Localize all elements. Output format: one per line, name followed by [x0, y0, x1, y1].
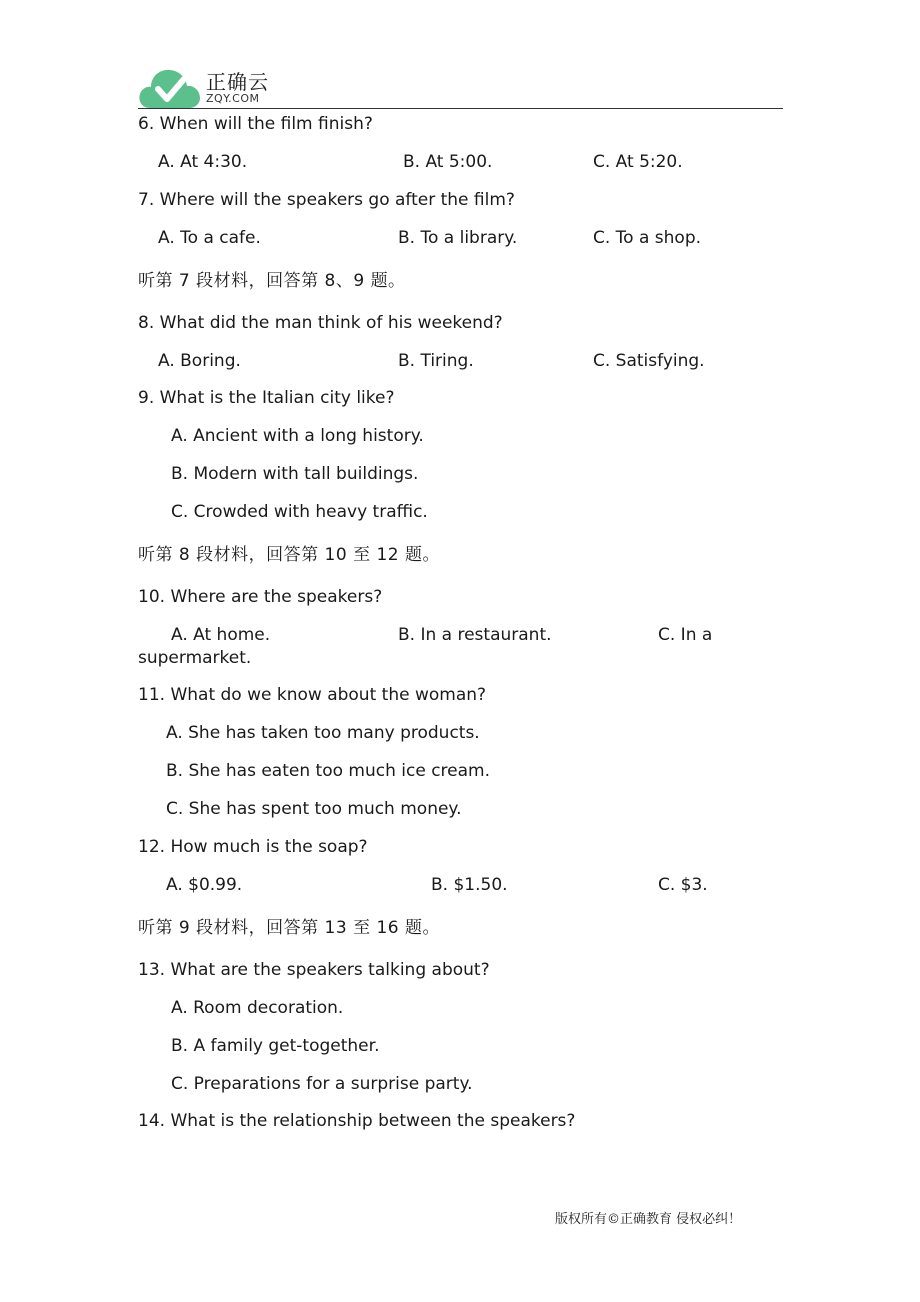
- q9-option-a: A. Ancient with a long history.: [171, 426, 424, 446]
- logo: [138, 64, 278, 110]
- q6-option-b: B. At 5:00.: [403, 152, 493, 172]
- q10-option-a: A. At home.: [171, 625, 271, 645]
- section-9-heading: 听第 9 段材料，回答第 13 至 16 题。: [138, 918, 441, 938]
- copyright-footer: 版权所有©正确教育 侵权必纠！: [555, 1212, 742, 1227]
- q6-option-a: A. At 4:30.: [158, 152, 248, 172]
- q8-option-a: A. Boring.: [158, 351, 241, 371]
- question-10: 10. Where are the speakers?: [138, 587, 383, 607]
- section-7-heading: 听第 7 段材料，回答第 8、9 题。: [138, 271, 406, 291]
- question-6: 6. When will the film finish?: [138, 114, 373, 134]
- q10-option-b: B. In a restaurant.: [398, 625, 552, 645]
- q12-option-a: A. $0.99.: [166, 875, 243, 895]
- q9-option-c: C. Crowded with heavy traffic.: [171, 502, 428, 522]
- question-13: 13. What are the speakers talking about?: [138, 960, 490, 980]
- q7-option-c: C. To a shop.: [593, 228, 702, 248]
- q13-option-b: B. A family get-together.: [171, 1036, 380, 1056]
- header-divider: [138, 108, 783, 109]
- q11-option-c: C. She has spent too much money.: [166, 799, 462, 819]
- question-9: 9. What is the Italian city like?: [138, 388, 395, 408]
- logo-name: 正确云: [206, 70, 269, 94]
- q12-option-c: C. $3.: [658, 875, 708, 895]
- question-14: 14. What is the relationship between the speakers?: [138, 1111, 576, 1131]
- q8-option-c: C. Satisfying.: [593, 351, 705, 371]
- q9-option-b: B. Modern with tall buildings.: [171, 464, 419, 484]
- q6-option-c: C. At 5:20.: [593, 152, 683, 172]
- q10-option-c-continued: supermarket.: [138, 648, 252, 668]
- q10-option-c: C. In a: [658, 625, 713, 645]
- cloud-check-icon: [138, 64, 202, 110]
- question-12: 12. How much is the soap?: [138, 837, 368, 857]
- q12-option-b: B. $1.50.: [431, 875, 508, 895]
- q13-option-c: C. Preparations for a surprise party.: [171, 1074, 473, 1094]
- question-8: 8. What did the man think of his weekend?: [138, 313, 503, 333]
- question-7: 7. Where will the speakers go after the film?: [138, 190, 515, 210]
- q7-option-a: A. To a cafe.: [158, 228, 261, 248]
- q13-option-a: A. Room decoration.: [171, 998, 344, 1018]
- q11-option-a: A. She has taken too many products.: [166, 723, 480, 743]
- q7-option-b: B. To a library.: [398, 228, 518, 248]
- q8-option-b: B. Tiring.: [398, 351, 474, 371]
- section-8-heading: 听第 8 段材料，回答第 10 至 12 题。: [138, 545, 441, 565]
- question-11: 11. What do we know about the woman?: [138, 685, 487, 705]
- logo-domain: ZQY.COM: [206, 92, 260, 105]
- q11-option-b: B. She has eaten too much ice cream.: [166, 761, 490, 781]
